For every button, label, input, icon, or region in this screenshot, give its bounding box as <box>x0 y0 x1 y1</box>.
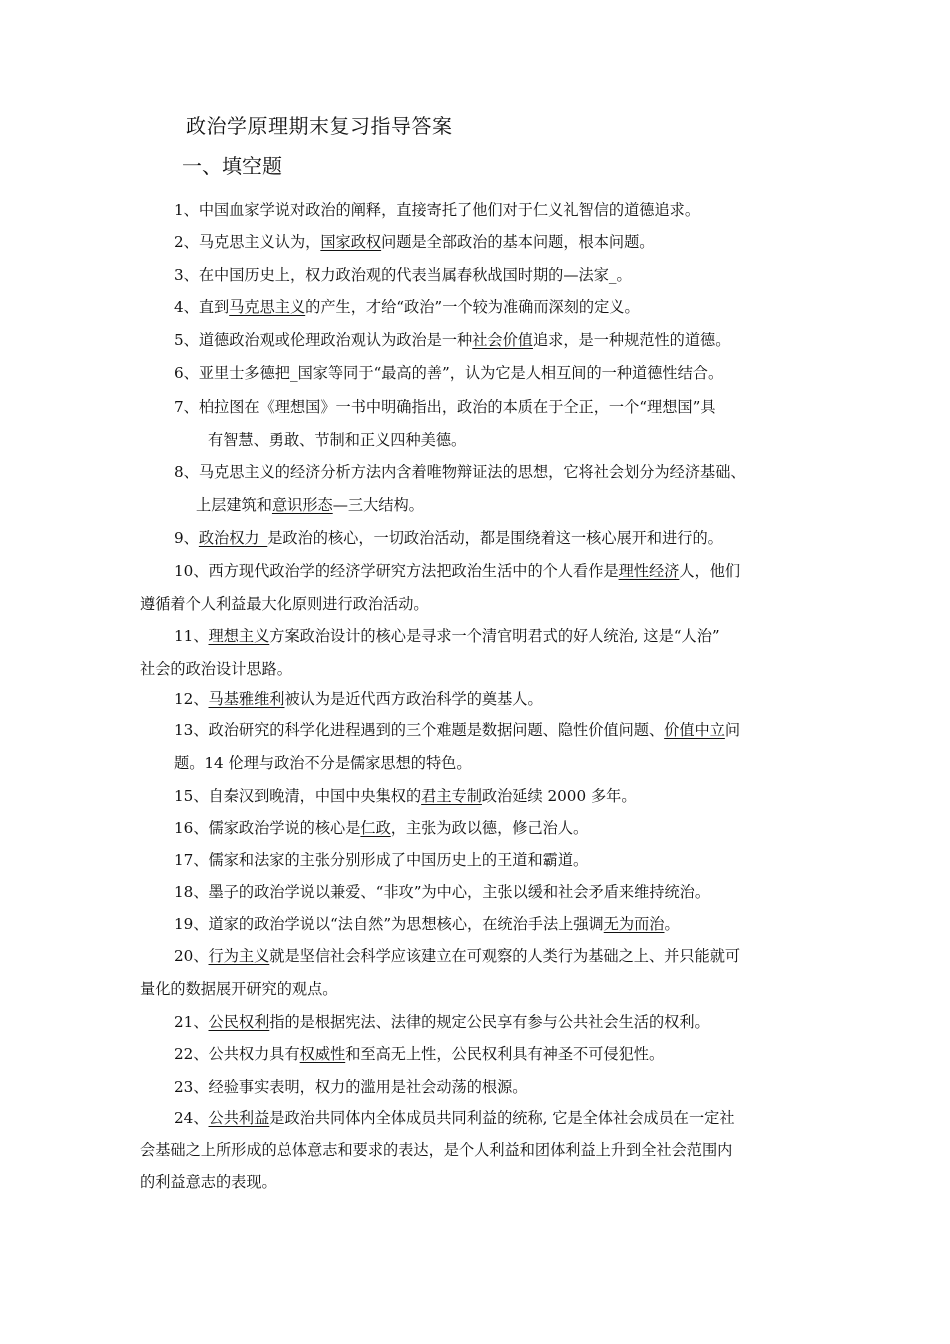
text-line <box>174 946 740 966</box>
text-segment: 的利益意志的表现。 <box>140 1173 277 1191</box>
text-segment: 上层建筑和 <box>196 496 272 514</box>
text-segment: 12、 <box>174 690 209 708</box>
text-line <box>140 594 429 614</box>
text-line <box>174 689 543 709</box>
underlined-answer: 理想主义 <box>208 627 270 645</box>
text-segment: 15、自秦汉到晚清，中国中央集权的 <box>174 787 422 805</box>
section-heading: 一、填空题 <box>182 154 282 178</box>
text-segment: 和至高无上性，公民权利具有神圣不可侵犯性。 <box>345 1045 665 1063</box>
text-segment: 是政治的核心，一切政治活动，都是围绕着这一核心展开和进行的。 <box>267 529 723 547</box>
text-line <box>140 1172 277 1192</box>
text-segment: ，主张为政以德，修己治人。 <box>390 819 589 837</box>
text-line <box>174 330 730 350</box>
text-line <box>174 1108 735 1128</box>
underlined-answer: 马基雅维利 <box>208 690 285 708</box>
text-segment: 人，他们 <box>679 562 741 580</box>
text-segment: 21、 <box>174 1013 209 1031</box>
text-line <box>174 850 588 870</box>
text-segment: 11、 <box>174 627 209 645</box>
text-line <box>174 462 746 482</box>
text-line <box>174 914 680 934</box>
text-segment: 社会的政治设计思路。 <box>140 660 292 678</box>
text-segment: 问题是全部政治的基本问题，根本问题。 <box>381 233 655 251</box>
text-segment: 1、中国血家学说对政治的阐释，直接寄托了他们对于仁义礼智信的道德追求。 <box>174 201 701 219</box>
text-line <box>174 1077 527 1097</box>
text-segment: 8、马克思主义的经济分析方法内含着唯物辩证法的思想，它将社会划分为经济基础、 <box>174 463 746 481</box>
underlined-answer: 仁政 <box>360 819 391 837</box>
text-segment: 3、在中国历史上，权力政治观的代表当属春秋战国时期的—法家_。 <box>174 266 632 284</box>
text-segment: 方案政治设计的核心是寻求一个清官明君式的好人统治, 这是“人治” <box>269 627 720 645</box>
underlined-answer: 行为主义 <box>208 947 270 965</box>
text-segment: 指的是根据宪法、法律的规定公民享有参与公共社会生活的权利。 <box>269 1013 710 1031</box>
text-line <box>196 495 424 515</box>
text-line <box>174 561 740 581</box>
text-segment: 。 <box>664 915 680 933</box>
underlined-answer: 公共利益 <box>208 1109 270 1127</box>
text-segment: 13、政治研究的科学化进程遇到的三个难题是数据问题、隐性价值问题、 <box>174 721 665 739</box>
text-line <box>174 626 720 646</box>
text-segment: 22、公共权力具有 <box>174 1045 300 1063</box>
text-line <box>140 1140 732 1160</box>
text-line <box>174 528 723 548</box>
text-segment: 题。14 伦理与政治不分是儒家思想的特色。 <box>174 754 472 772</box>
text-line <box>174 753 472 773</box>
underlined-answer: 社会价值 <box>472 331 533 349</box>
underlined-answer: 政治权力_ <box>198 529 268 547</box>
text-segment: 的产生，才给“政治”一个较为准确而深刻的定义。 <box>305 298 640 316</box>
text-segment: 9、 <box>174 529 199 547</box>
underlined-answer: 马克思主义 <box>229 298 306 316</box>
text-segment: 5、道德政治观或伦理政治观认为政治是一种 <box>174 331 473 349</box>
text-line <box>208 430 466 450</box>
text-segment: 遵循着个人利益最大化原则进行政治活动。 <box>140 595 429 613</box>
text-segment: 24、 <box>174 1109 209 1127</box>
text-line <box>174 200 700 220</box>
text-segment: 会基础之上所形成的总体意志和要求的表达，是个人利益和团体利益上升到全社会范围内 <box>140 1141 733 1159</box>
text-line <box>174 882 710 902</box>
text-line <box>174 818 588 838</box>
text-segment: 2、马克思主义认为， <box>174 233 321 251</box>
text-segment: 10、西方现代政治学的经济学研究方法把政治生活中的个人看作是 <box>174 562 619 580</box>
text-segment: 20、 <box>174 947 209 965</box>
underlined-answer: 理性经济 <box>618 562 680 580</box>
underlined-answer: 公民权利 <box>208 1013 270 1031</box>
text-line <box>174 1012 710 1032</box>
text-segment: 有智慧、勇敢、节制和正义四种美德。 <box>208 431 467 449</box>
text-segment: 被认为是近代西方政治科学的奠基人。 <box>284 690 543 708</box>
text-segment: 7、柏拉图在《理想国》一书中明确指出，政治的本质在于仝正，一个“理想国”具 <box>174 398 716 416</box>
text-line <box>174 265 632 285</box>
underlined-answer: 意识形态 <box>271 496 333 514</box>
underlined-answer: 价值中立 <box>664 721 725 739</box>
text-line <box>174 786 637 806</box>
text-segment: 16、儒家政治学说的核心是 <box>174 819 361 837</box>
text-line <box>140 659 292 679</box>
underlined-answer: 国家政权 <box>320 233 382 251</box>
document-title: 政治学原理期末复习指导答案 <box>186 114 453 138</box>
underlined-answer: 无为而治 <box>603 915 665 933</box>
text-line <box>174 363 723 383</box>
text-line <box>174 720 740 740</box>
text-segment: 4、直到 <box>174 298 230 316</box>
text-segment: 量化的数据展开研究的观点。 <box>140 980 338 998</box>
text-line <box>140 979 337 999</box>
text-segment: 19、道家的政治学说以“法自然”为思想核心，在统治手法上强调 <box>174 915 604 933</box>
text-segment: 追求，是一种规范性的道德。 <box>532 331 731 349</box>
text-segment: 17、儒家和法家的主张分别形成了中国历史上的王道和霸道。 <box>174 851 589 869</box>
underlined-answer: 君主专制 <box>421 787 482 805</box>
text-segment: 政治延续 2000 多年。 <box>481 787 637 805</box>
text-line <box>174 232 654 252</box>
text-line <box>174 1044 664 1064</box>
text-segment: 是政治共同体内全体成员共同利益的统称, 它是全体社会成员在一定社 <box>269 1109 735 1127</box>
text-line <box>174 397 716 417</box>
text-segment: —三大结构。 <box>332 496 424 514</box>
text-segment: 23、经验事实表明，权力的滥用是社会动荡的根源。 <box>174 1078 528 1096</box>
text-segment: 18、墨子的政治学说以兼爱、“非攻”为中心，主张以缓和社会矛盾来维持统治。 <box>174 883 711 901</box>
text-segment: 就是坚信社会科学应该建立在可观察的人类行为基础之上、并只能就可 <box>269 947 741 965</box>
text-segment: 问 <box>724 721 741 739</box>
underlined-answer: 权威性 <box>299 1045 346 1063</box>
text-line <box>174 297 640 317</box>
text-segment: 6、亚里士多德把_国家等同于“最高的善”，认为它是人相互间的一种道德性结合。 <box>174 364 724 382</box>
